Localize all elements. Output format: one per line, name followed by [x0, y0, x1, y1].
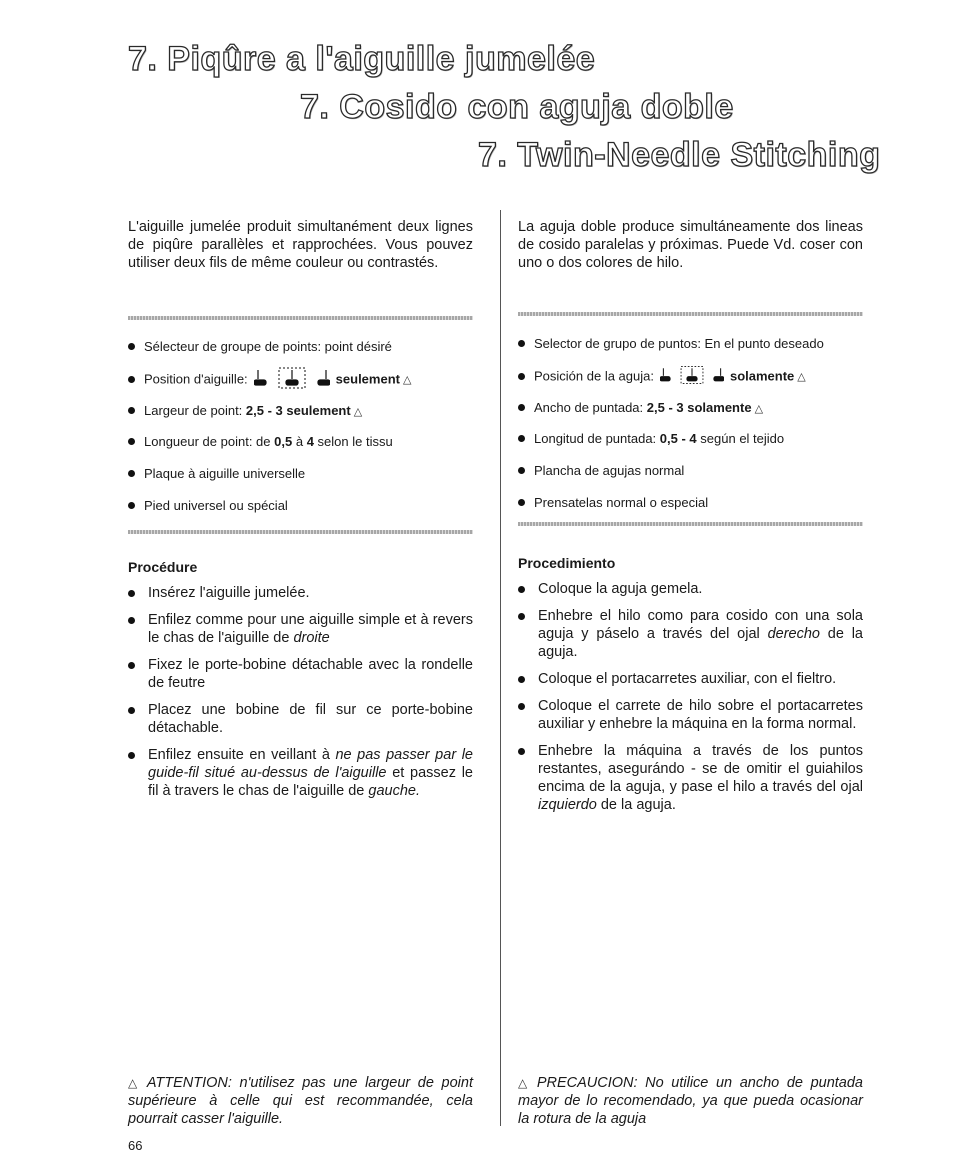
bullet-icon [518, 499, 525, 506]
title-french: 7. Piqûre a l'aiguille jumelée [128, 40, 596, 78]
warning-triangle-icon: △ [518, 1076, 531, 1090]
bullet-icon [128, 438, 135, 445]
warning-triangle-icon: △ [797, 371, 806, 384]
step-2: Enhebre el hilo como para cosido con una sola aguja y páselo a través del ojal derecho de la aguja. [518, 607, 863, 661]
setting-needle-position: Position d'aiguille: seulement △ [128, 369, 411, 389]
bullet-icon [128, 470, 135, 477]
setting-needle-position: Posición de la aguja: solamente △ [518, 366, 806, 386]
step-5: Enfilez ensuite en veillant à ne pas passer par le guide-fil situé au-dessus de l'aiguille et passez le fil à travers le chas de l'aiguille de gauche. [128, 746, 473, 800]
setting-stitch-group: Selector de grupo de puntos: En el punto deseado [518, 334, 824, 354]
bullet-icon [128, 502, 135, 509]
warning-triangle-icon: △ [128, 1076, 141, 1090]
step-4: Coloque el carrete de hilo sobre el portacarretes auxiliar y enhebre la máquina en la forma normal. [518, 697, 863, 733]
step-1: Insérez l'aiguille jumelée. [128, 584, 473, 602]
warning-triangle-icon: △ [754, 403, 764, 415]
bullet-icon [128, 617, 135, 624]
bullet-icon [518, 676, 525, 683]
step-1: Coloque la aguja gemela. [518, 580, 863, 598]
column-divider [500, 210, 501, 1126]
procedure-heading-french: Procédure [128, 559, 198, 575]
page-number: 66 [128, 1138, 143, 1153]
bullet-icon [128, 376, 135, 383]
warning-triangle-icon: △ [402, 374, 412, 387]
bullet-icon [128, 707, 135, 714]
bullet-icon [518, 703, 525, 710]
bullet-icon [518, 435, 525, 442]
warning-triangle-icon: △ [353, 406, 363, 418]
title-spanish: 7. Cosido con aguja doble [300, 88, 734, 126]
needle-position-icon [254, 367, 330, 389]
bullet-icon [518, 748, 525, 755]
setting-stitch-length: Longitud de puntada: 0,5 - 4 según el tejido [518, 429, 784, 449]
step-3: Fixez le porte-bobine détachable avec la rondelle de feutre [128, 656, 473, 692]
rule-top-french [128, 316, 473, 320]
bullet-icon [518, 373, 525, 380]
setting-foot: Pied universel ou spécial [128, 496, 288, 516]
setting-foot: Prensatelas normal o especial [518, 493, 708, 513]
procedure-heading-spanish: Procedimiento [518, 555, 616, 571]
needle-position-icon [660, 364, 724, 386]
bullet-icon [518, 340, 525, 347]
intro-spanish: La aguja doble produce simultáneamente dos lineas de cosido paralelas y próximas. Puede Vd. coser con uno o dos colores de hilo. [518, 219, 863, 271]
bullet-icon [128, 752, 135, 759]
setting-needle-plate: Plancha de agujas normal [518, 461, 684, 481]
title-english: 7. Twin-Needle Stitching [478, 136, 881, 174]
setting-stitch-width: Largeur de point: 2,5 - 3 seulement △ [128, 401, 362, 421]
step-5: Enhebre la máquina a través de los puntos restantes, asegurándo - se de omitir el guiahilos encima de la aguja, y pase el hilo a través del ojal izquierdo de la aguja. [518, 742, 863, 814]
steps-list-french [128, 584, 473, 809]
rule-bottom-french [128, 530, 473, 534]
bullet-icon [128, 407, 135, 414]
bullet-icon [518, 613, 525, 620]
bullet-icon [518, 586, 525, 593]
rule-bottom-spanish [518, 522, 863, 526]
setting-stitch-group: Sélecteur de groupe de points: point désiré [128, 337, 392, 357]
intro-french: L'aiguille jumelée produit simultanément deux lignes de piqûre parallèles et rapprochées. Vous pouvez utiliser deux fils de même couleur ou contrastés. [128, 219, 473, 271]
setting-stitch-length: Longueur de point: de 0,5 à 4 selon le tissu [128, 432, 393, 452]
step-2: Enfilez comme pour une aiguille simple et à revers le chas de l'aiguille de droite [128, 611, 473, 647]
bullet-icon [128, 343, 135, 350]
step-4: Placez une bobine de fil sur ce porte-bobine détachable. [128, 701, 473, 737]
steps-list-spanish [518, 580, 863, 823]
bullet-icon [518, 404, 525, 411]
setting-stitch-width: Ancho de puntada: 2,5 - 3 solamente △ [518, 398, 763, 418]
warning-spanish: △ PRECAUCION: No utilice un ancho de puntada mayor de lo recomendado, ya que pueda ocasionar la rotura de la aguja [518, 1075, 863, 1127]
bullet-icon [128, 590, 135, 597]
setting-needle-plate: Plaque à aiguille universelle [128, 464, 305, 484]
warning-french: △ ATTENTION: n'utilisez pas une largeur de point supérieure à celle qui est recommandée, cela pourrait casser l'aiguille. [128, 1075, 473, 1127]
step-3: Coloque el portacarretes auxiliar, con el fieltro. [518, 670, 863, 688]
bullet-icon [518, 467, 525, 474]
bullet-icon [128, 662, 135, 669]
rule-top-spanish [518, 312, 863, 316]
